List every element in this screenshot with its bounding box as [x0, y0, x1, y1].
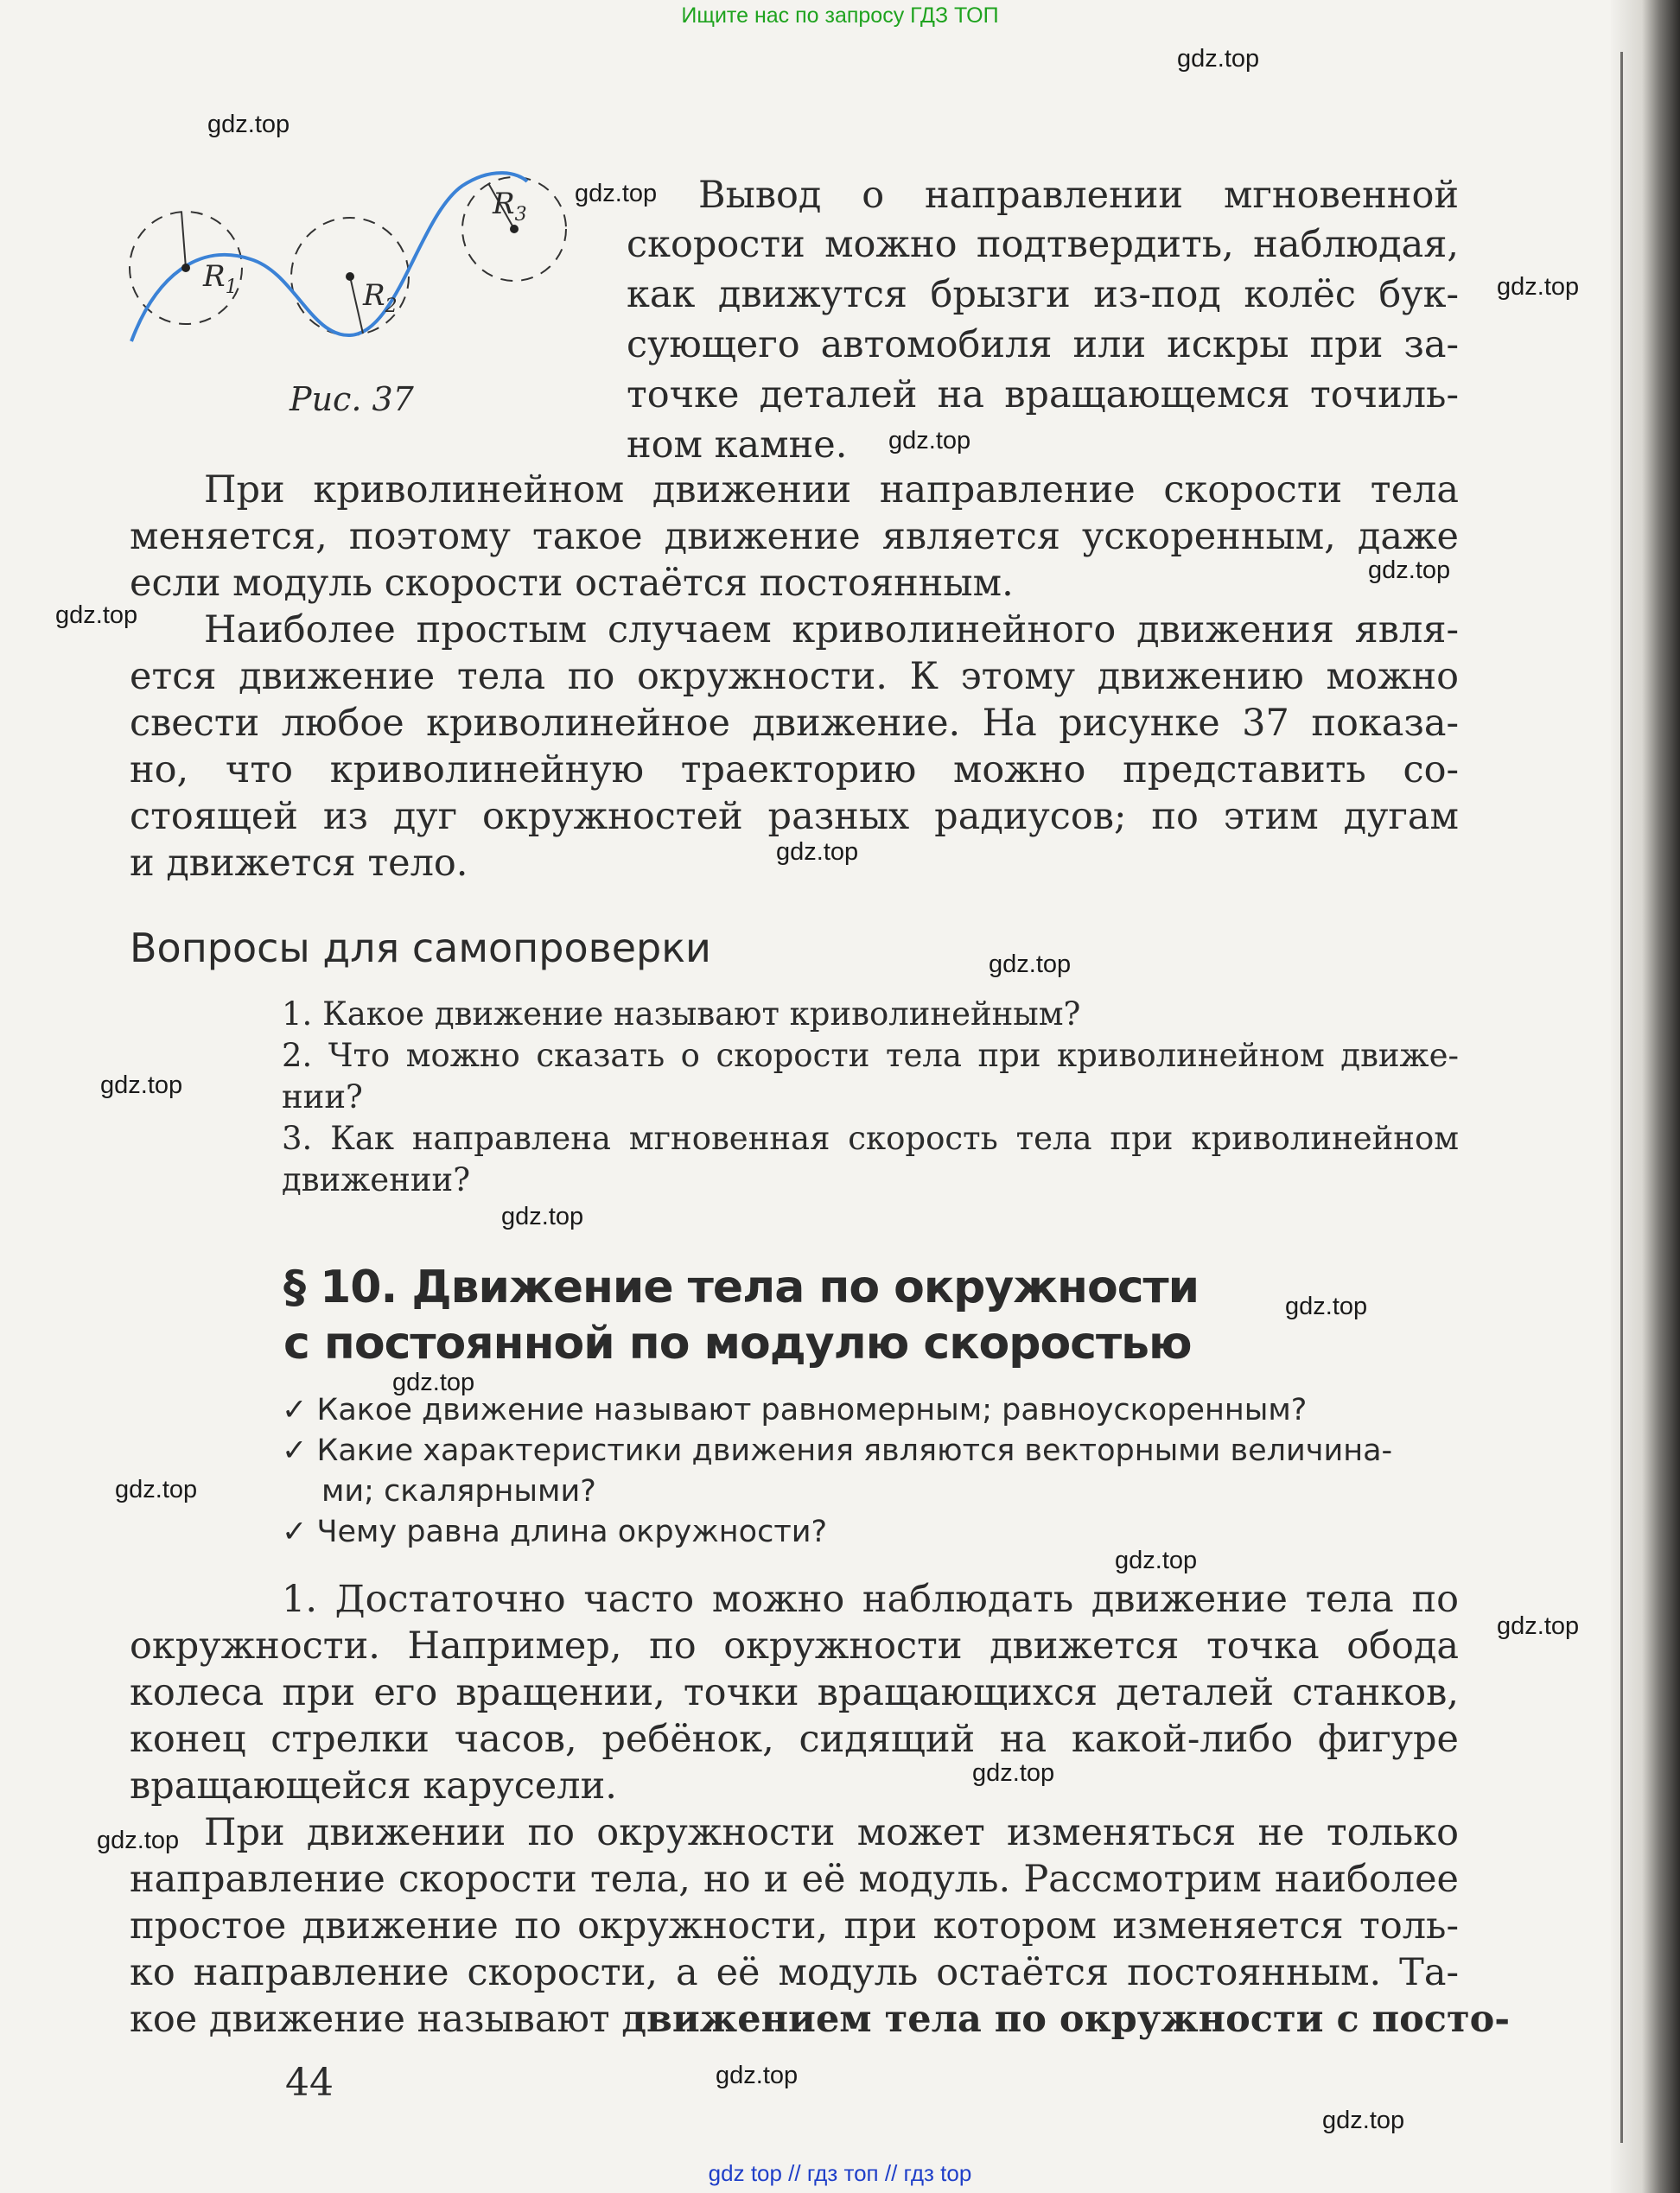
check-icon: ✓ [282, 1393, 308, 1427]
radius-r2 [350, 277, 363, 334]
para3-line: 1. Достаточно часто можно наблюдать движение тела по [282, 1578, 1459, 1621]
center-r2 [346, 272, 354, 281]
section-title-line1: § 10. Движение тела по окружности [283, 1262, 1200, 1313]
para2-line: но, что криволинейную траекторию можно представить со- [130, 748, 1459, 791]
question-line: нии? [282, 1078, 363, 1116]
label-r2: $R_2$ [363, 278, 398, 317]
watermark: gdz.top [1368, 556, 1451, 584]
watermark: gdz.top [1497, 1612, 1580, 1640]
section-title-line2: с постоянной по модулю скоростью [283, 1318, 1192, 1370]
watermark: gdz.top [888, 427, 971, 454]
watermark: gdz.top [972, 1759, 1055, 1787]
para3-line: конец стрелки часов, ребёнок, сидящий на какой-либо фигуре [130, 1718, 1459, 1761]
watermark: gdz.top [1115, 1547, 1198, 1574]
watermark: gdz.top [207, 111, 290, 138]
watermark: gdz.top [575, 180, 658, 207]
para2-line: стоящей из дуг окружностей разных радиусов; по этим дугам [130, 795, 1459, 838]
watermark: gdz.top [1497, 273, 1580, 301]
center-r1 [181, 264, 190, 272]
para2-line: свести любое криволинейное движение. На рисунке 37 показа- [130, 702, 1459, 745]
para4-line: направление скорости тела, но и её модуль. Рассмотрим наиболее [130, 1858, 1459, 1901]
check-icon: ✓ [282, 1433, 308, 1468]
watermark: gdz.top [392, 1369, 475, 1396]
para1-line: если модуль скорости остаётся постоянным. [130, 562, 1014, 605]
label-r1: $R_1$ [203, 259, 238, 298]
watermark: gdz.top [501, 1203, 584, 1230]
watermark: gdz.top [100, 1071, 183, 1099]
question-line: 3. Как направлена мгновенная скорость тела при криволинейном [282, 1120, 1459, 1157]
para4-line: ко направление скорости, а её модуль остаётся постоянным. Та- [130, 1951, 1459, 1994]
intro-line: точке деталей на вращающемся точиль- [627, 373, 1459, 416]
watermark: gdz.top [97, 1827, 180, 1854]
para2-line: Наиболее простым случаем криволинейного движения явля- [204, 608, 1459, 652]
para1-line: При криволинейном движении направление скорости тела [204, 468, 1459, 512]
question-line: 1. Какое движение называют криволинейным? [282, 995, 1081, 1033]
check-item: ✓ Какие характеристики движения являются векторными величина- [282, 1433, 1393, 1468]
check-item: ✓ Какое движение называют равномерным; равноускоренным? [282, 1393, 1308, 1427]
top-banner[interactable]: Ищите нас по запросу ГДЗ ТОП [681, 3, 999, 28]
para1-line: меняется, поэтому такое движение является ускоренным, даже [130, 515, 1459, 558]
check-icon: ✓ [282, 1515, 308, 1549]
para3-line: вращающейся карусели. [130, 1764, 617, 1808]
bold-term: движением тела по окружности с посто- [621, 1998, 1511, 2041]
watermark: gdz.top [115, 1476, 198, 1503]
check-item-continuation: ми; скалярными? [321, 1474, 596, 1509]
intro-line: как движутся брызги из-под колёс бук- [627, 273, 1459, 316]
check-item: ✓ Чему равна длина окружности? [282, 1515, 828, 1549]
para4-last-line: кое движение называют движением тела по окружности с посто- [130, 1998, 1511, 2041]
para2-line: и движется тело. [130, 842, 468, 885]
bottom-banner[interactable]: gdz top // гдз топ // гдз top [708, 2160, 972, 2186]
watermark: gdz.top [989, 950, 1072, 978]
intro-line: ном камне. [627, 423, 848, 467]
watermark: gdz.top [1322, 2107, 1405, 2134]
para4-line: При движении по окружности может изменяться не только [204, 1811, 1459, 1854]
watermark: gdz.top [55, 601, 138, 629]
para3-line: окружности. Например, по окружности движется точка обода [130, 1624, 1459, 1668]
para3-line: колеса при его вращении, точки вращающихся деталей станков, [130, 1671, 1459, 1714]
label-r3: $R_3$ [493, 187, 527, 226]
figure-caption: Рис. 37 [290, 380, 414, 418]
intro-line: Вывод о направлении мгновенной [698, 174, 1459, 217]
spine-line [1620, 52, 1623, 2143]
watermark: gdz.top [776, 838, 859, 866]
watermark: gdz.top [1177, 45, 1260, 73]
radius-r1 [181, 212, 186, 268]
watermark: gdz.top [1285, 1293, 1368, 1320]
intro-line: скорости можно подтвердить, наблюдая, [627, 223, 1459, 266]
center-r3 [510, 225, 519, 233]
watermark: gdz.top [716, 2062, 799, 2089]
para2-line: ется движение тела по окружности. К этому движению можно [130, 655, 1459, 698]
para4-line: простое движение по окружности, при котором изменяется толь- [130, 1904, 1459, 1948]
question-line: 2. Что можно сказать о скорости тела при криволинейном движе- [282, 1037, 1459, 1074]
trajectory-curve [131, 173, 527, 341]
page-number: 44 [285, 2061, 334, 2105]
question-line: движении? [282, 1161, 471, 1198]
intro-line: сующего автомобиля или искры при за- [627, 323, 1459, 366]
questions-heading: Вопросы для самопроверки [130, 925, 711, 971]
